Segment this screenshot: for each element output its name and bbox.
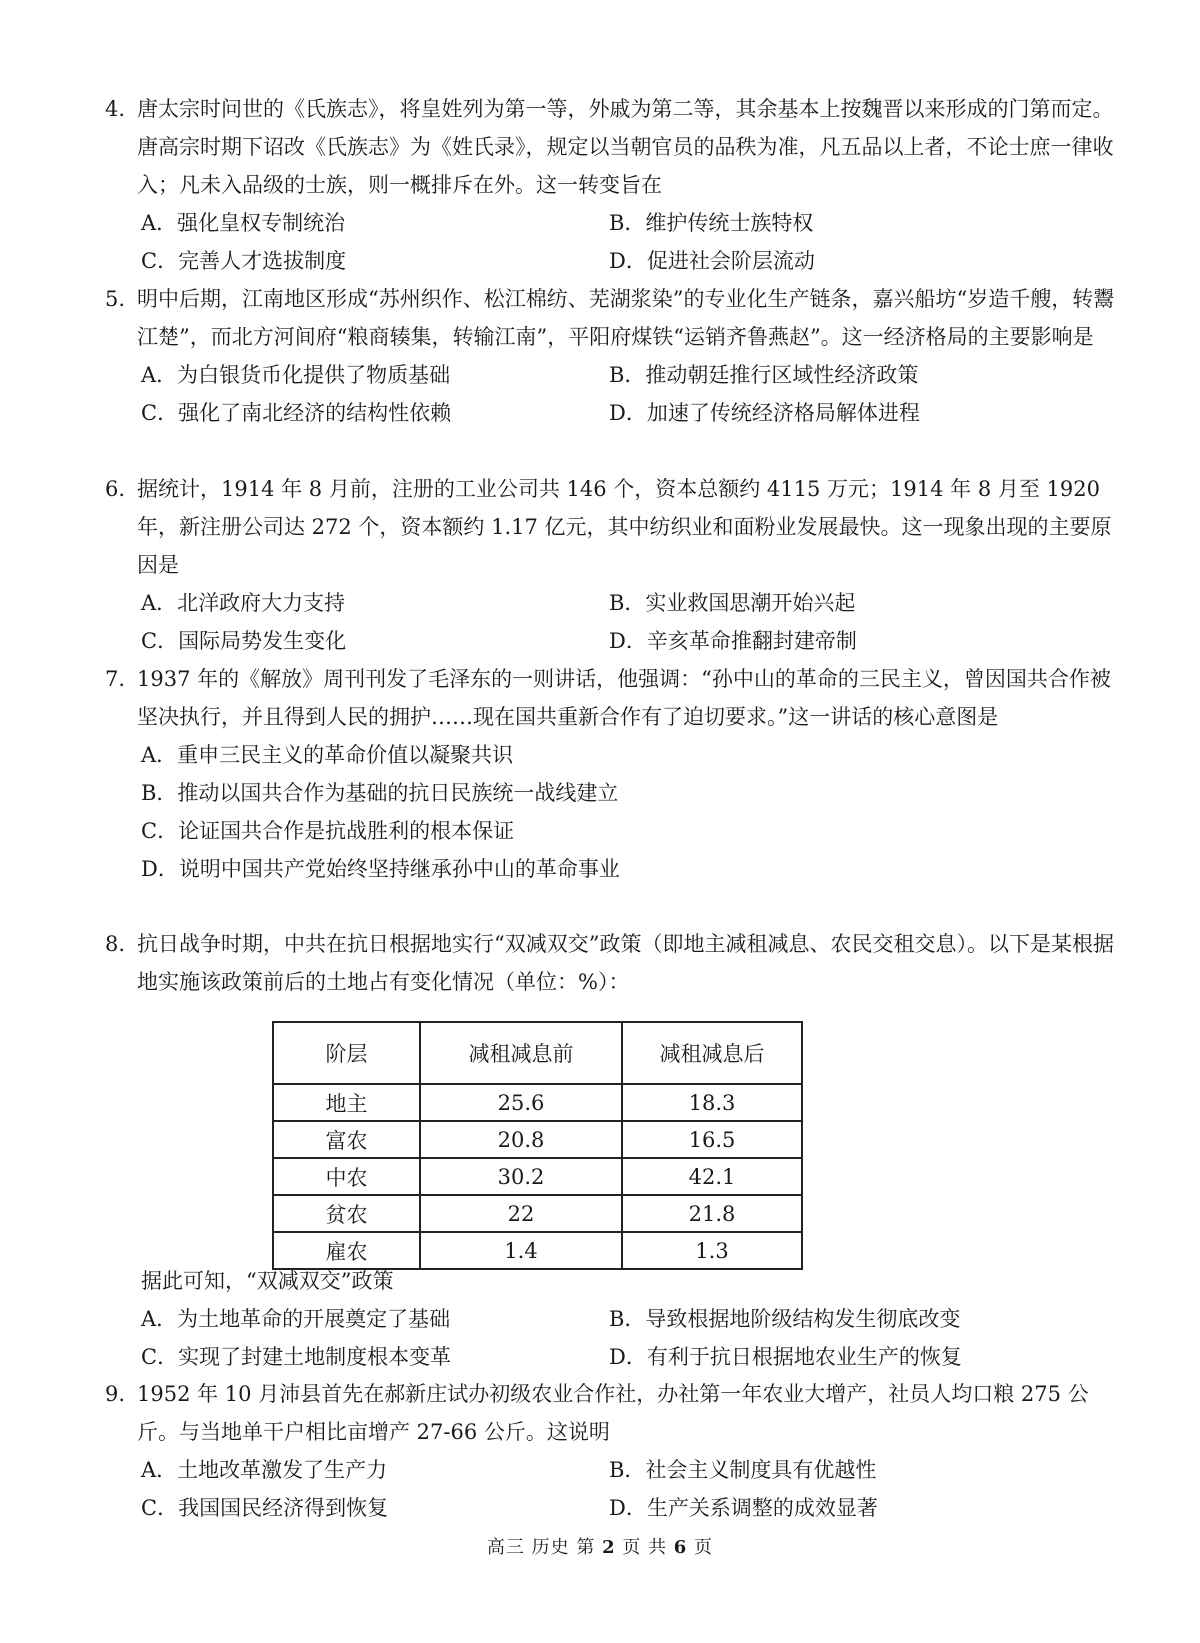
current-page-number: 2 bbox=[602, 1537, 616, 1558]
table-cell: 30.2 bbox=[420, 1158, 622, 1195]
options bbox=[141, 736, 1125, 888]
option-d: D．辛亥革命推翻封建帝制 bbox=[609, 629, 857, 653]
option-c: C．论证国共合作是抗战胜利的根本保证 bbox=[141, 819, 515, 843]
options bbox=[141, 356, 1125, 432]
table-cell: 贫农 bbox=[273, 1195, 420, 1232]
option-b: B．实业救国思潮开始兴起 bbox=[609, 591, 856, 615]
question-5 bbox=[105, 280, 1125, 432]
table-cell: 1.3 bbox=[622, 1232, 802, 1269]
option-c: C．强化了南北经济的结构性依赖 bbox=[141, 401, 452, 425]
option-c: C．国际局势发生变化 bbox=[141, 629, 347, 653]
option-d: D．生产关系调整的成效显著 bbox=[609, 1496, 878, 1520]
question-number: 9. bbox=[105, 1382, 126, 1406]
total-pages-number: 6 bbox=[673, 1537, 688, 1558]
table-row bbox=[273, 1158, 802, 1195]
question-stem: 明中后期，江南地区形成“苏州织作、松江棉纺、芜湖浆染”的专业化生产链条，嘉兴船坊“岁造千艘，转鬻江楚”，而北方河间府“粮商辏集，转输江南”，平阳府煤铁“运销齐鲁燕赵”。这一经济格局的主要影响是 bbox=[137, 287, 1115, 349]
table-cell: 21.8 bbox=[622, 1195, 802, 1232]
option-a: A．强化皇权专制统治 bbox=[141, 211, 346, 235]
option-d: D．有利于抗日根据地农业生产的恢复 bbox=[609, 1345, 962, 1369]
table-cell: 地主 bbox=[273, 1084, 420, 1121]
option-a: A．北洋政府大力支持 bbox=[141, 591, 346, 615]
table-cell: 42.1 bbox=[622, 1158, 802, 1195]
table-cell: 富农 bbox=[273, 1121, 420, 1158]
table-cell: 中农 bbox=[273, 1158, 420, 1195]
table-cell: 20.8 bbox=[420, 1121, 622, 1158]
question-number: 5. bbox=[105, 287, 126, 311]
table-row bbox=[273, 1084, 802, 1121]
question-stem: 1952 年 10 月沛县首先在郝新庄试办初级农业合作社，办社第一年农业大增产，社员人均口粮 275 公斤。与当地单干户相比亩增产 27-66 公斤。这说明 bbox=[137, 1382, 1089, 1444]
option-a: A．土地改革激发了生产力 bbox=[141, 1458, 388, 1482]
question-number: 4. bbox=[105, 97, 126, 121]
footer-prefix: 高三 历史 第 bbox=[486, 1537, 603, 1558]
question-8 bbox=[105, 925, 1125, 1001]
question-stem: 抗日战争时期，中共在抗日根据地实行“双减双交”政策（即地主减租减息、农民交租交息）。以下是某根据地实施该政策前后的土地占有变化情况（单位：%）： bbox=[137, 932, 1114, 994]
option-d: D．促进社会阶层流动 bbox=[609, 249, 815, 273]
question-9 bbox=[105, 1375, 1125, 1527]
options bbox=[141, 584, 1125, 660]
footer-suffix: 页 bbox=[687, 1537, 714, 1558]
option-b: B．社会主义制度具有优越性 bbox=[609, 1458, 877, 1482]
option-a: A．重申三民主义的革命价值以凝聚共识 bbox=[141, 743, 514, 767]
table-row bbox=[273, 1195, 802, 1232]
table-row bbox=[273, 1121, 802, 1158]
land-ownership-table bbox=[272, 1021, 803, 1270]
options bbox=[141, 204, 1125, 280]
option-a: A．为白银货币化提供了物质基础 bbox=[141, 363, 451, 387]
question-7 bbox=[105, 660, 1125, 888]
question-stem: 唐太宗时问世的《氏族志》，将皇姓列为第一等，外戚为第二等，其余基本上按魏晋以来形成的门第而定。唐高宗时期下诏改《氏族志》为《姓氏录》，规定以当朝官员的品秩为准，凡五品以上者，不论士庶一律收入；凡未入品级的士族，则一概排斥在外。这一转变旨在 bbox=[137, 97, 1114, 197]
options bbox=[141, 1451, 1125, 1527]
table-header-cell: 阶层 bbox=[273, 1022, 420, 1084]
footer-mid: 页 共 bbox=[615, 1537, 674, 1558]
option-d: D．加速了传统经济格局解体进程 bbox=[609, 401, 920, 425]
table-cell: 22 bbox=[420, 1195, 622, 1232]
table-header-cell: 减租减息前 bbox=[420, 1022, 622, 1084]
question-stem: 据统计，1914 年 8 月前，注册的工业公司共 146 个，资本总额约 4115 万元；1914 年 8 月至 1920 年，新注册公司达 272 个，资本额约 1.17 亿元，其中纺织业和面粉业发展最快。这一现象出现的主要原因是 bbox=[137, 477, 1112, 577]
option-c: C．实现了封建土地制度根本变革 bbox=[141, 1345, 452, 1369]
table-cell: 16.5 bbox=[622, 1121, 802, 1158]
question-number: 6. bbox=[105, 477, 126, 501]
option-b: B．推动以国共合作为基础的抗日民族统一战线建立 bbox=[141, 781, 619, 805]
question-4 bbox=[105, 90, 1125, 280]
table-cell: 1.4 bbox=[420, 1232, 622, 1269]
table-header-cell: 减租减息后 bbox=[622, 1022, 802, 1084]
question-prompt: 据此可知，“双减双交”政策 bbox=[141, 1269, 394, 1293]
question-8-continuation bbox=[105, 1262, 1125, 1376]
option-b: B．维护传统士族特权 bbox=[609, 211, 814, 235]
option-b: B．推动朝廷推行区域性经济政策 bbox=[609, 363, 919, 387]
question-stem: 1937 年的《解放》周刊刊发了毛泽东的一则讲话，他强调：“孙中山的革命的三民主义，曾因国共合作被坚决执行，并且得到人民的拥护……现在国共重新合作有了迫切要求。”这一讲话的核心意图是 bbox=[137, 667, 1111, 729]
table-cell: 18.3 bbox=[622, 1084, 802, 1121]
option-c: C．完善人才选拔制度 bbox=[141, 249, 347, 273]
option-c: C．我国国民经济得到恢复 bbox=[141, 1496, 389, 1520]
table-cell: 雇农 bbox=[273, 1232, 420, 1269]
options bbox=[141, 1300, 1125, 1376]
page-footer bbox=[0, 1533, 1200, 1559]
question-number: 7. bbox=[105, 667, 126, 691]
table-header-row bbox=[273, 1022, 802, 1084]
option-d: D．说明中国共产党始终坚持继承孙中山的革命事业 bbox=[141, 857, 620, 881]
option-a: A．为土地革命的开展奠定了基础 bbox=[141, 1307, 451, 1331]
question-6 bbox=[105, 470, 1125, 660]
option-b: B．导致根据地阶级结构发生彻底改变 bbox=[609, 1307, 961, 1331]
table-cell: 25.6 bbox=[420, 1084, 622, 1121]
question-number: 8. bbox=[105, 932, 126, 956]
